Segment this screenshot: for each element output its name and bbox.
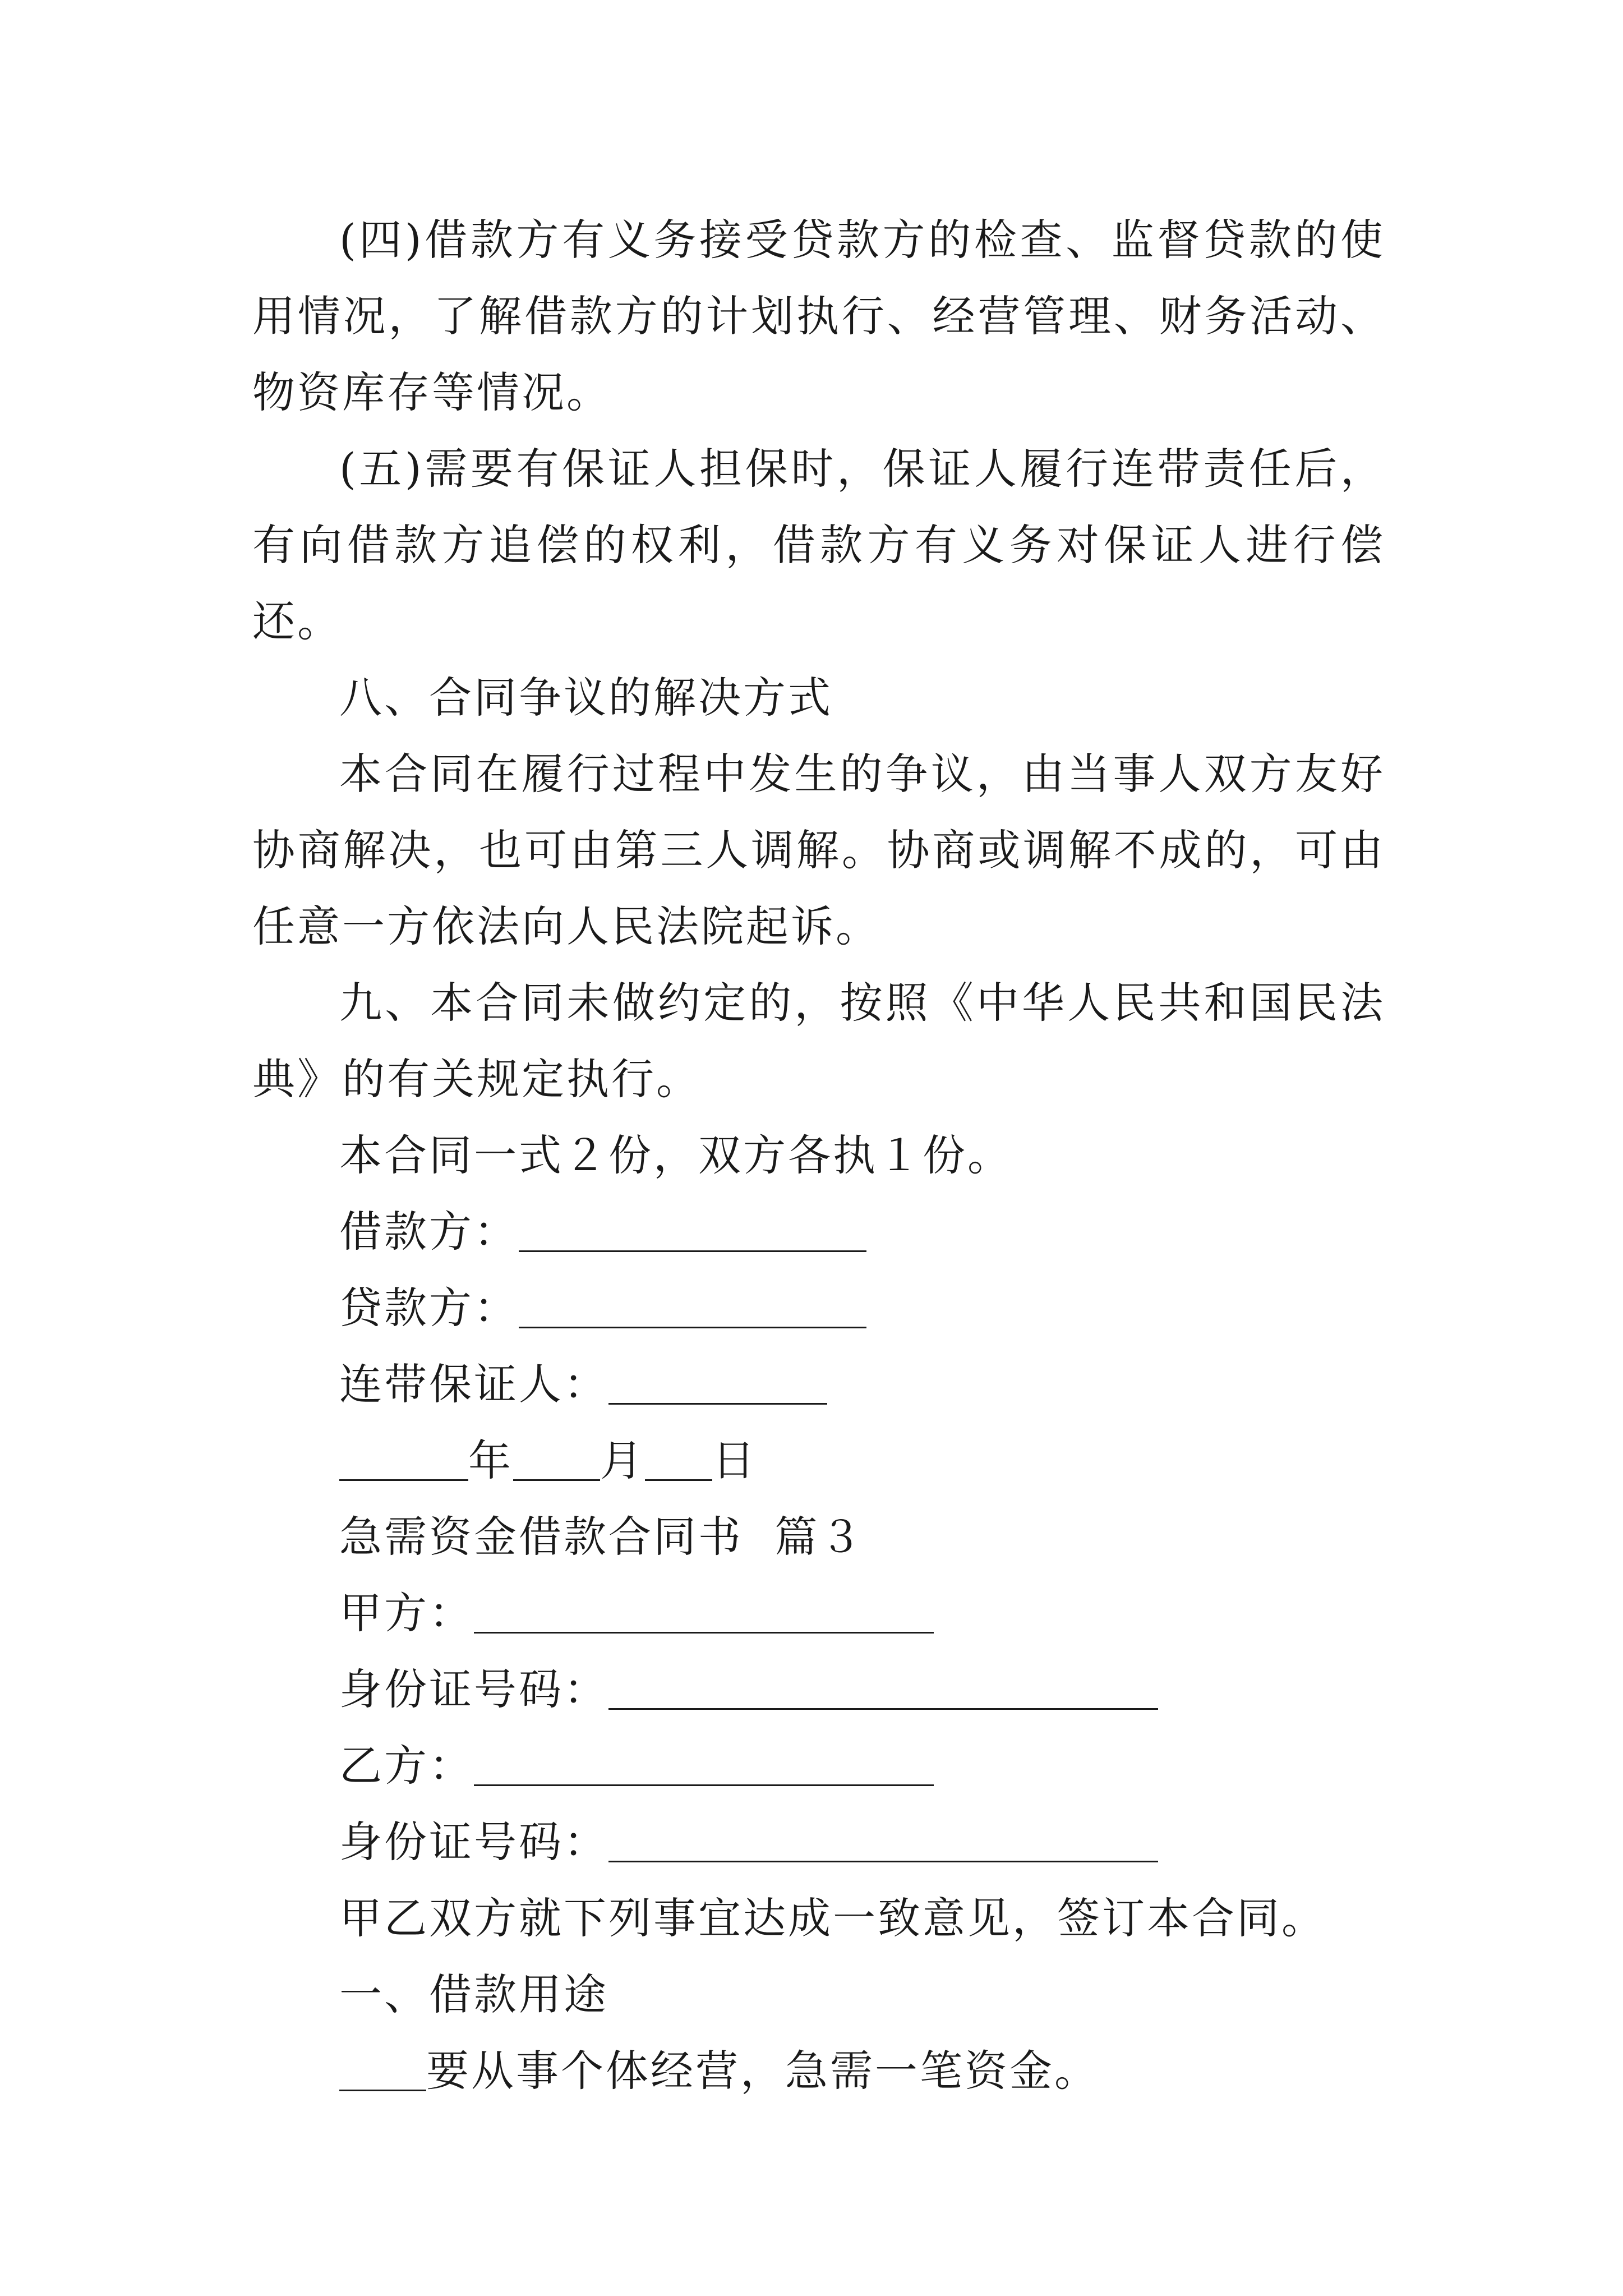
item1-blank <box>339 2047 426 2091</box>
day-blank <box>645 1437 712 1481</box>
item1-text: 要从事个体经营，急需一笔资金。 <box>426 2046 1099 2096</box>
id-b-label: 身份证号码： <box>339 1817 608 1867</box>
guarantor-blank <box>608 1360 827 1405</box>
month-label: 月 <box>600 1435 645 1485</box>
agreement-paragraph: 甲乙双方就下列事宜达成一致意见，签订本合同。 <box>339 1893 1326 1943</box>
lender-label: 贷款方： <box>339 1283 519 1333</box>
party-a-blank <box>474 1589 934 1634</box>
section-8-heading: 八、合同争议的解决方式 <box>339 673 833 723</box>
id-b-blank <box>608 1818 1158 1862</box>
date-line <box>252 1423 1385 1499</box>
party-a-label: 甲方： <box>339 1588 474 1638</box>
item1-heading: 一、借款用途 <box>339 1970 608 2019</box>
party-b-blank <box>474 1742 934 1786</box>
dispute-resolution-paragraph: 本合同在履行过程中发生的争议，由当事人双方友好协商解决，也可由第三人调解。协商或调解不成的，可由任意一方依法向人民法院起诉。 <box>252 749 1385 951</box>
party-b-line <box>252 1728 1385 1804</box>
section-9-paragraph: 九、本合同未做约定的，按照《中华人民共和国民法典》的有关规定执行。 <box>252 978 1385 1104</box>
id-a-label: 身份证号码： <box>339 1664 608 1714</box>
id-b-line <box>252 1804 1385 1880</box>
party-a-line <box>252 1575 1385 1651</box>
lender-blank <box>519 1284 866 1328</box>
section3-title: 急需资金借款合同书 篇３ <box>339 1512 865 1562</box>
guarantor-signature-line <box>252 1346 1385 1423</box>
day-label: 日 <box>712 1435 757 1485</box>
copies-paragraph: 本合同一式２份，双方各执１份。 <box>339 1130 1012 1180</box>
lender-signature-line <box>252 1270 1385 1346</box>
borrower-label: 借款方： <box>339 1207 519 1257</box>
month-blank <box>513 1437 600 1481</box>
borrower-signature-line <box>252 1194 1385 1270</box>
id-a-line <box>252 1651 1385 1728</box>
clause-5-paragraph: (五)需要有保证人担保时，保证人履行连带责任后，有向借款方追偿的权利，借款方有义务对保证人进行偿还。 <box>252 444 1385 646</box>
guarantor-label: 连带保证人： <box>339 1359 608 1409</box>
year-label: 年 <box>468 1435 513 1485</box>
item1-line <box>252 2033 1385 2109</box>
party-b-label: 乙方： <box>339 1741 474 1791</box>
document-body <box>252 202 1385 2109</box>
year-blank <box>339 1437 468 1481</box>
id-a-blank <box>608 1665 1158 1710</box>
clause-4-paragraph: (四)借款方有义务接受贷款方的检查、监督贷款的使用情况，了解借款方的计划执行、经营管理、财务活动、物资库存等情况。 <box>252 215 1385 417</box>
borrower-blank <box>519 1208 866 1252</box>
